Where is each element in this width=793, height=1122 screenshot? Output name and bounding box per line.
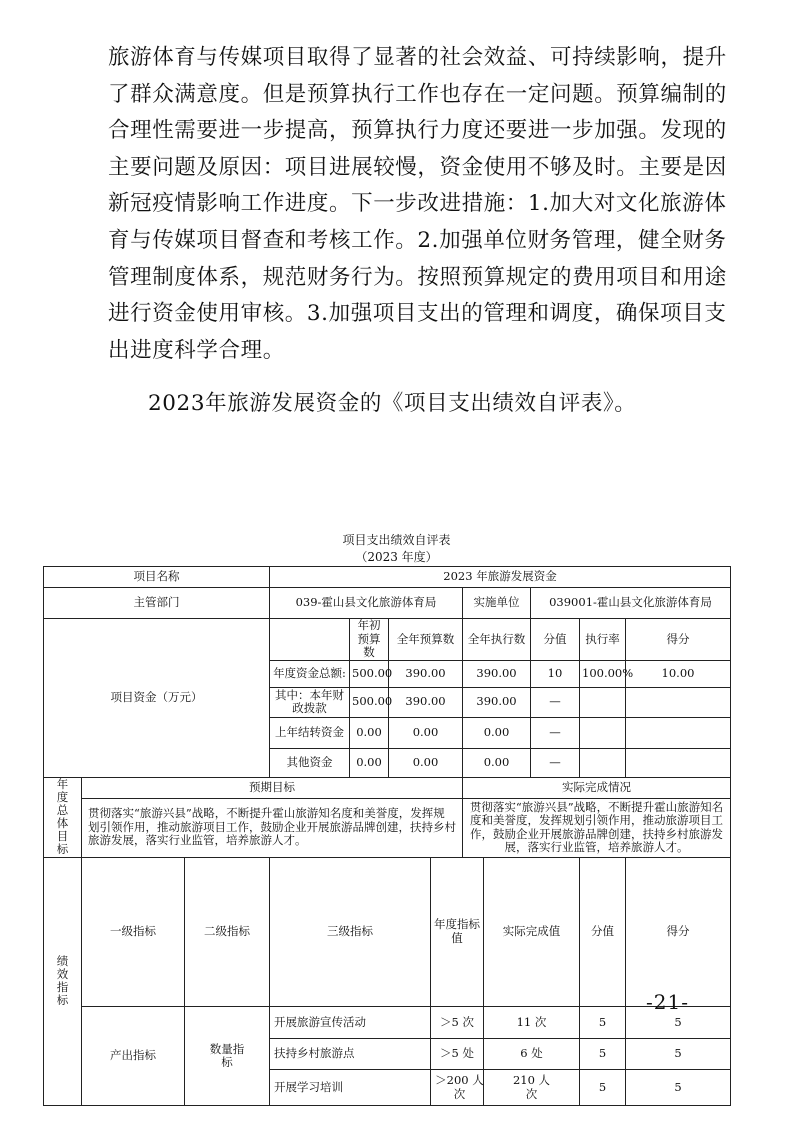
indicator-score: 5 <box>580 1070 626 1106</box>
indicator-points: 5 <box>626 1070 731 1106</box>
indicator-score: 5 <box>580 1007 626 1039</box>
table-title: 项目支出绩效自评表 <box>342 533 451 547</box>
funds-cell <box>580 717 626 748</box>
level2-indicator <box>185 1007 270 1106</box>
impl-unit-label: 实施单位 <box>463 588 531 619</box>
perf-header: 三级指标 <box>270 857 431 1007</box>
funds-cell <box>580 748 626 777</box>
indicator-target-text: ＞200 人次 <box>435 1073 484 1101</box>
table-year: （2023 年度） <box>355 550 438 564</box>
funds-cell: — <box>531 748 580 777</box>
funds-cell: 0.00 <box>350 717 389 748</box>
body-line: 出进度科学合理。 <box>108 337 285 363</box>
perf-header: 得分 <box>626 857 731 1007</box>
funds-cell: 10.00 <box>626 660 731 687</box>
indicator-name: 扶持乡村旅游点 <box>270 1039 431 1070</box>
level2-indicator-text: 数量指标 <box>209 1041 245 1069</box>
impl-unit-value: 039001-霍山县文化旅游体育局 <box>531 588 731 619</box>
funds-cell: 0.00 <box>350 748 389 777</box>
indicator-actual-text: 210 人次 <box>512 1073 551 1101</box>
funds-cell: 390.00 <box>463 687 531 717</box>
funds-header: 执行率 <box>580 619 626 661</box>
funds-cell: — <box>531 687 580 717</box>
funds-header: 全年执行数 <box>463 619 531 661</box>
indicator-target: ＞5 次 <box>431 1007 484 1039</box>
funds-header-empty <box>270 619 350 661</box>
body-line: 新冠疫情影响工作进度。下一步改进措施：1.加大对文化旅游体 <box>108 191 727 217</box>
funds-row-label: 其中：本年财政拨款 <box>270 687 350 717</box>
funds-cell: 390.00 <box>389 660 463 687</box>
level1-indicator: 产出指标 <box>82 1007 185 1106</box>
performance-table <box>43 566 731 1106</box>
dept-value: 039-霍山县文化旅游体育局 <box>270 588 463 619</box>
funds-cell: 100.00% <box>580 660 626 687</box>
funds-cell <box>626 687 731 717</box>
indicator-points: 5 <box>626 1039 731 1070</box>
funds-label: 项目资金（万元） <box>44 619 270 778</box>
indicator-actual <box>484 1070 580 1106</box>
perf-section-text: 绩效指标 <box>56 954 69 1007</box>
funds-cell: 390.00 <box>389 687 463 717</box>
indicator-score: 5 <box>580 1039 626 1070</box>
indicator-name: 开展学习培训 <box>270 1070 431 1106</box>
funds-cell: 0.00 <box>389 717 463 748</box>
funds-cell: — <box>531 717 580 748</box>
perf-header: 实际完成值 <box>484 857 580 1007</box>
funds-cell: 0.00 <box>389 748 463 777</box>
funds-row-label: 其他资金 <box>270 748 350 777</box>
funds-cell: 390.00 <box>463 660 531 687</box>
funds-row-label: 年度资金总额: <box>270 660 350 687</box>
body-paragraph-2: 2023年旅游发展资金的《项目支出绩效自评表》。 <box>148 391 637 416</box>
body-line: 育与传媒项目督查和考核工作。2.加强单位财务管理，健全财务 <box>108 227 727 253</box>
project-name-label: 项目名称 <box>44 567 270 588</box>
indicator-target: ＞5 处 <box>431 1039 484 1070</box>
actual-goal-text: 贯彻落实“旅游兴县”战略，不断提升霍山旅游知名度和美誉度，发挥规划引领作用，推动旅游项目工作，鼓励企业开展旅游品牌创建，扶持乡村旅游发展，落实行业监管，培养旅游人才。 <box>463 798 731 857</box>
funds-header: 年初预算数 <box>350 619 389 661</box>
funds-cell: 10 <box>531 660 580 687</box>
goal-section-text: 年度总体目标 <box>56 776 69 856</box>
perf-header: 年度指标值 <box>431 857 484 1007</box>
perf-section-label <box>44 857 82 1106</box>
indicator-actual: 11 次 <box>484 1007 580 1039</box>
funds-row-label: 上年结转资金 <box>270 717 350 748</box>
funds-cell: 500.00 <box>350 660 389 687</box>
perf-header: 一级指标 <box>82 857 185 1007</box>
funds-cell: 0.00 <box>463 717 531 748</box>
body-line: 进行资金使用审核。3.加强项目支出的管理和调度，确保项目支 <box>108 301 727 327</box>
funds-cell: 500.00 <box>350 687 389 717</box>
funds-header: 分值 <box>531 619 580 661</box>
funds-header: 全年预算数 <box>389 619 463 661</box>
dept-label: 主管部门 <box>44 588 270 619</box>
indicator-points: 5 <box>626 1007 731 1039</box>
indicator-name: 开展旅游宣传活动 <box>270 1007 431 1039</box>
page-number: -21- <box>646 990 689 1014</box>
body-line: 了群众满意度。但是预算执行工作也存在一定问题。预算编制的 <box>108 81 727 107</box>
indicator-actual: 6 处 <box>484 1039 580 1070</box>
body-line: 管理制度体系，规范财务行为。按照预算规定的费用项目和用途 <box>108 264 727 290</box>
goal-section-label <box>44 777 82 857</box>
expected-goal-text: 贯彻落实“旅游兴县”战略，不断提升霍山旅游知名度和美誉度，发挥规划引领作用，推动旅游项目工作，鼓励企业开展旅游品牌创建，扶持乡村旅游发展，落实行业监管，培养旅游人才。 <box>82 798 463 857</box>
expected-goal-header: 预期目标 <box>82 777 463 798</box>
funds-cell <box>626 717 731 748</box>
funds-header: 得分 <box>626 619 731 661</box>
actual-header: 实际完成情况 <box>463 777 731 798</box>
indicator-target <box>431 1070 484 1106</box>
perf-header: 分值 <box>580 857 626 1007</box>
body-line: 旅游体育与传媒项目取得了显著的社会效益、可持续影响，提升 <box>108 45 727 70</box>
project-name-value: 2023 年旅游发展资金 <box>270 567 731 588</box>
perf-header: 二级指标 <box>185 857 270 1007</box>
body-paragraph <box>108 40 727 369</box>
body-line: 合理性需要进一步提高，预算执行力度还要进一步加强。发现的 <box>108 118 727 144</box>
funds-cell <box>580 687 626 717</box>
body-line: 主要问题及原因：项目进展较慢，资金使用不够及时。主要是因 <box>108 154 727 180</box>
funds-cell <box>626 748 731 777</box>
funds-cell: 0.00 <box>463 748 531 777</box>
